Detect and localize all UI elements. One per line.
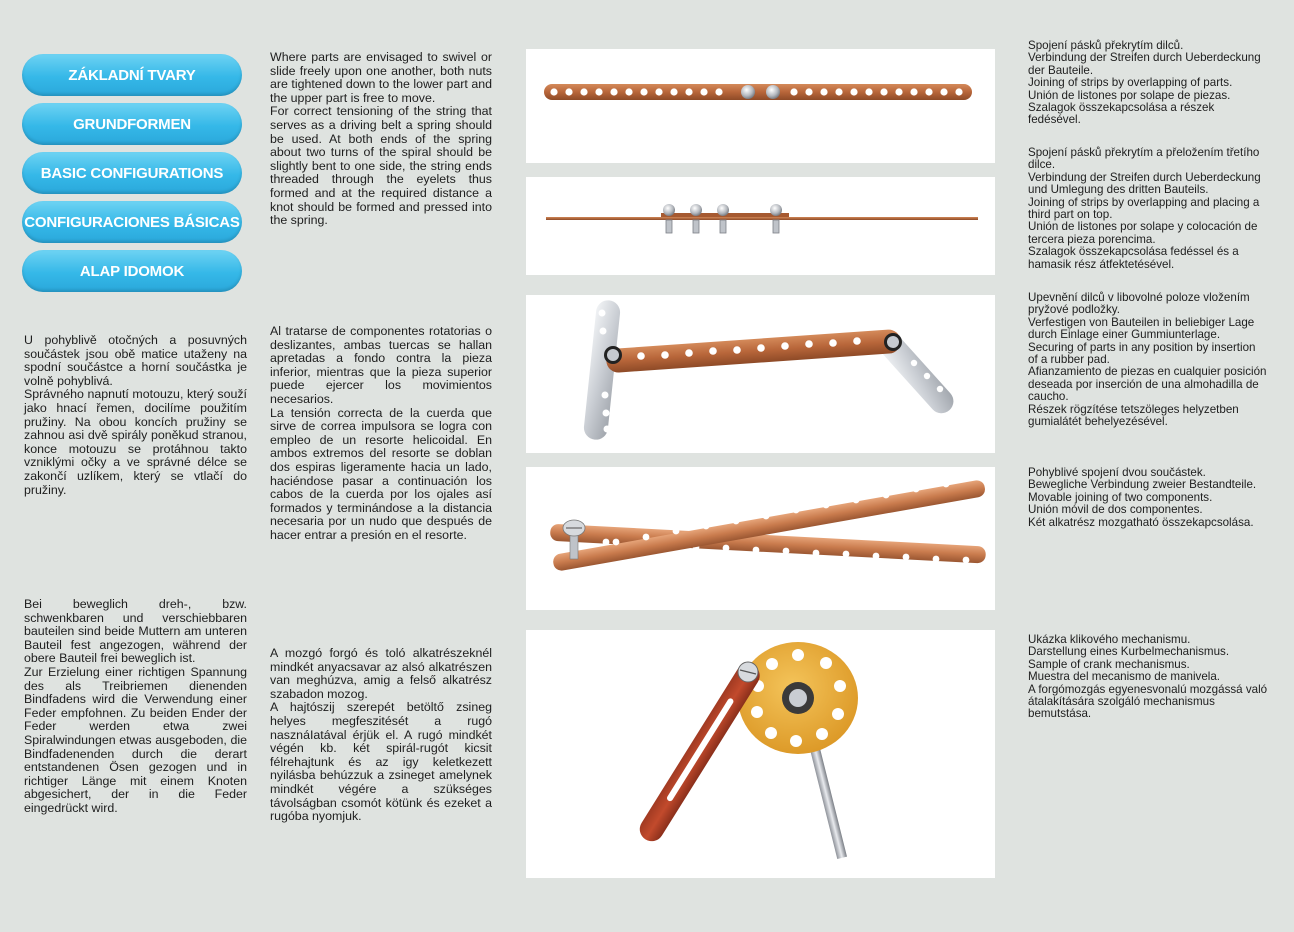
caption-movable-joining: Pohyblivé spojení dvou součástek. Bewegliche Verbindung zweier Bestandteile. Movable joining of two components. Unión móvil de dos componentes. Két alkatrész mozgatható összekapcsolása.: [1028, 466, 1257, 529]
caption-third-part-on-top: Spojení pásků překrytím a přeložením třetího dilce. Verbindung der Streifen durch Ueberdeckung und Umlegung des dritten Bauteils. Joining of strips by overlapping and placing a third part on top. Unión de listones por solape y colocación de tercera pieza porencima. Szalagok összekapcsolása fedéssel és a hamasik rész átfektetésével.: [1028, 146, 1261, 271]
text-spanish: Al tratarse de componentes rotatorias o deslizantes, ambas tuercas se hallan apretadas a fondo contra la pieza inferior, mientras que la pieza superior puede ejercer los movimientos necesarios. La tensión correcta de la cuerda que sirve de correa impulsora se logra con empleo de un resorte helicoidal. En ambos extremos del resorte se doblan dos espiras ligeramente hacia un lado, haciéndose pasar a continuación los cabos de la cuerda por los ojales así formados y terminándose a la distancia necesaria por un nudo que después de hacer entrar a presión en el resorte.: [270, 324, 492, 542]
photo-movable-joining: [526, 467, 995, 610]
caption-overlapping-strips: Spojení pásků překrytím dilců. Verbindung der Streifen durch Ueberdeckung der Bauteile. Joining of strips by overlapping of parts. Unión de listones por solape de piezas. Szalagok összekapcsolása a részek fedésével.: [1028, 39, 1261, 127]
pill-zakladni-tvary: ZÁKLADNÍ TVARY: [22, 54, 242, 96]
pill-basic-configurations: BASIC CONFIGURATIONS: [22, 152, 242, 194]
caption-crank-mechanism: Ukázka klikového mechanismu. Darstellung eines Kurbelmechanismus. Sample of crank mechanismus. Muestra del mecanismo de manivela. A forgómozgás egyenesvonalú mozgássá való átalakítására szolgáló mechanismus bemutstása.: [1028, 633, 1268, 721]
text-czech: U pohyblivě otočných a posuvných součástek jsou obě matice utaženy na spodní součástce a horní součástka je volně pohyblivá. Správného napnutí motouzu, který souží jako hnací řemen, docilíme použitím pružiny. Na obou koncích pružiny se zahnou asi dvě spirály poněkud stranou, konce motouzu se protáhnou takto vzniklými očky a ve správné délce se zakončí uzlíkem, který se vtlačí do pružiny.: [24, 333, 247, 497]
photo-third-part-on-top: [526, 177, 995, 275]
pill-grundformen: GRUNDFORMEN: [22, 103, 242, 145]
text-german: Bei beweglich dreh-, bzw. schwenkbaren und verschiebbaren bauteilen sind beide Muttern am unteren Bauteil fest angezogen, während der obere Bauteil frei beweglich ist. Zur Erzielung einer richtigen Spannung des als Treibriemen dienenden Bindfadens wird die Verwendung einer Feder empfohnen. Zu beiden Ender der Feder werden etwa zwei Spiralwindungen etwas ausgeboden, die Bindfadenenden durch die derart entstandenen Ösen gezogen und in richtiger Länge mit einem Knoten abgesichert, der in die Feder eingedrückt wird.: [24, 597, 247, 815]
pill-alap-idomok: ALAP IDOMOK: [22, 250, 242, 292]
photo-rubber-pad: [526, 295, 995, 453]
caption-rubber-pad: Upevnění dilců v libovolné poloze vložením pryžové podložky. Verfestigen von Bauteilen in beliebiger Lage durch Einlage einer Gummiunterlage. Securing of parts in any position by insertion of a rubber pad. Afianzamiento de piezas en cualquier posición deseada por inserción de una almohadilla de caucho. Részek rögzítése tetszöleges helyzetben gumialátét behelyezésével.: [1028, 291, 1267, 429]
photo-crank-mechanism: [526, 630, 995, 878]
pill-configuraciones-basicas: CONFIGURACIONES BÁSICAS: [22, 201, 242, 243]
text-hungarian: A mozgó forgó és toló alkatrészeknél mindkét anyacsavar az alsó alkatrészen van meghúzva, amig a felső alkatrész szabadon mozog. A hajtószij szerepét betöltő zsineg helyes megfeszitését a rugó nasznáIatával érjük el. A rugó mindkét végén kb. két spirál-rugót kicsit félrehajtunk és az igy keletkezett nyilásba behúzzuk a zsineget amelynek mindkét végére a szükséges távolságban csomót kötünk és ezeket a rugóba nyomjuk.: [270, 646, 492, 824]
text-english: Where parts are envisaged to swivel or slide freely upon one another, both nuts are tightened down to the lower part and the upper part is free to move. For correct tensioning of the string that serves as a driving belt a spring should be used. At both ends of the spring about two turns of the spiral should be slightly bent to one side, the string ends threaded through the eyelets thus formed and at the required distance a knot should be formed and pressed into the spring.: [270, 50, 492, 228]
photo-overlapping-strips: [526, 49, 995, 163]
